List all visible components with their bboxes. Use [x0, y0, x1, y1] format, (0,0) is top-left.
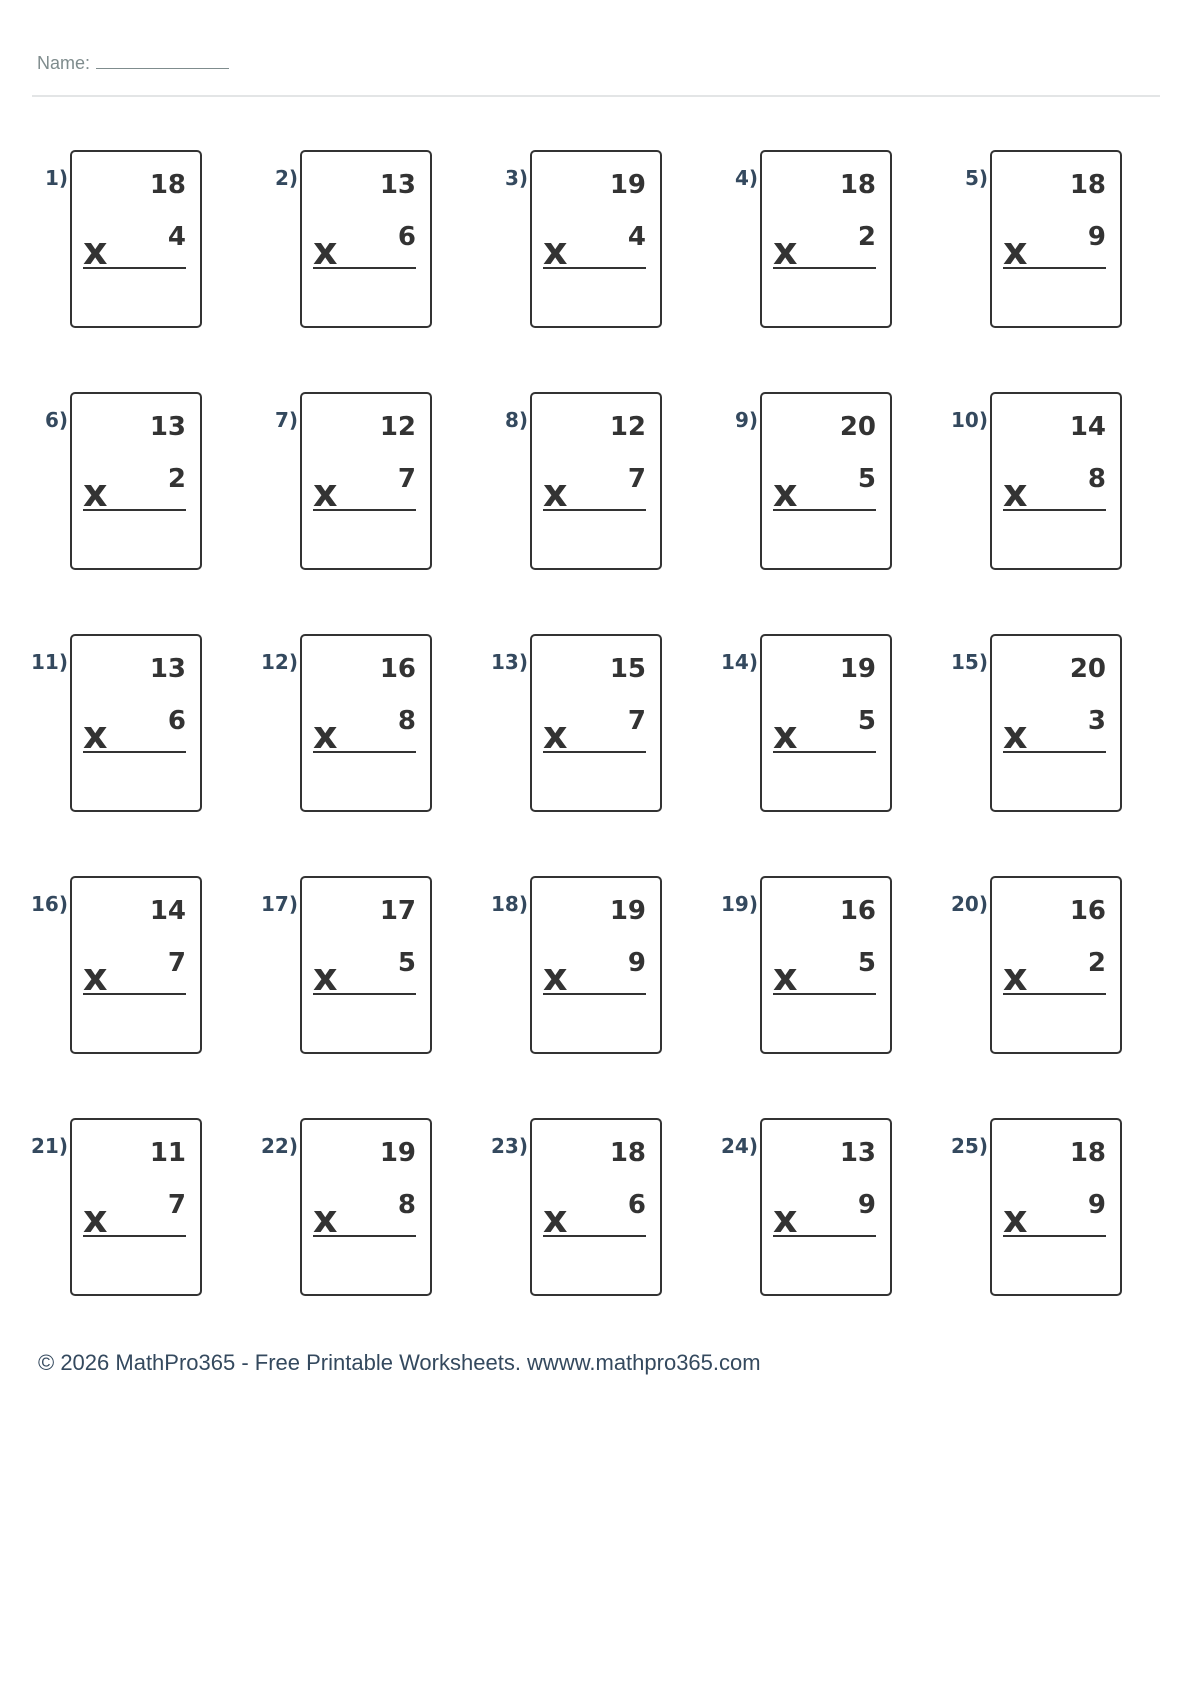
- problem-item: [230, 634, 430, 834]
- problem-item: [460, 1118, 660, 1318]
- answer-line: [1003, 509, 1106, 511]
- problem-number: 6): [44, 408, 68, 432]
- problem-number: 20): [951, 892, 988, 916]
- multiply-sign: x: [773, 229, 798, 273]
- multiply-sign: x: [313, 955, 338, 999]
- multiplicand: 19: [379, 1138, 416, 1168]
- multiplier: 4: [627, 222, 646, 252]
- problem-number: 17): [261, 892, 298, 916]
- answer-line: [773, 267, 876, 269]
- problem-item: [0, 392, 200, 592]
- multiplier: 5: [857, 948, 876, 978]
- answer-line: [773, 1235, 876, 1237]
- multiply-sign: x: [313, 471, 338, 515]
- problem-item: [920, 876, 1120, 1076]
- problem-card[interactable]: [530, 150, 662, 328]
- multiply-sign: x: [1003, 955, 1028, 999]
- answer-line: [83, 751, 186, 753]
- multiplier: 6: [627, 1190, 646, 1220]
- multiplier: 7: [397, 464, 416, 494]
- multiply-sign: x: [83, 1197, 108, 1241]
- problem-item: [920, 634, 1120, 834]
- problem-card[interactable]: [760, 150, 892, 328]
- multiplicand: 17: [379, 896, 416, 926]
- multiply-sign: x: [773, 471, 798, 515]
- multiply-sign: x: [773, 1197, 798, 1241]
- problem-item: [920, 392, 1120, 592]
- problem-number: 15): [951, 650, 988, 674]
- multiply-sign: x: [1003, 471, 1028, 515]
- problem-number: 5): [964, 166, 988, 190]
- answer-line: [1003, 267, 1106, 269]
- answer-line: [773, 993, 876, 995]
- problem-item: [230, 392, 430, 592]
- multiplier: 8: [397, 1190, 416, 1220]
- multiply-sign: x: [313, 1197, 338, 1241]
- problem-item: [690, 876, 890, 1076]
- multiplicand: 14: [1069, 412, 1106, 442]
- multiplier: 6: [397, 222, 416, 252]
- multiply-sign: x: [543, 955, 568, 999]
- problem-card[interactable]: [70, 876, 202, 1054]
- answer-line: [83, 509, 186, 511]
- problem-number: 14): [721, 650, 758, 674]
- problem-item: [690, 634, 890, 834]
- problem-card[interactable]: [760, 1118, 892, 1296]
- multiplicand: 13: [149, 654, 186, 684]
- problem-number: 9): [734, 408, 758, 432]
- multiplier: 9: [627, 948, 646, 978]
- multiplier: 5: [857, 464, 876, 494]
- multiplier: 2: [167, 464, 186, 494]
- problem-card[interactable]: [990, 1118, 1122, 1296]
- problem-card[interactable]: [70, 1118, 202, 1296]
- multiplicand: 18: [609, 1138, 646, 1168]
- multiplier: 4: [167, 222, 186, 252]
- problem-number: 2): [274, 166, 298, 190]
- multiplicand: 16: [1069, 896, 1106, 926]
- answer-line: [543, 751, 646, 753]
- multiplicand: 14: [149, 896, 186, 926]
- answer-line: [1003, 751, 1106, 753]
- problem-item: [460, 634, 660, 834]
- multiplier: 3: [1087, 706, 1106, 736]
- multiplier: 5: [857, 706, 876, 736]
- multiplier: 7: [167, 948, 186, 978]
- name-field[interactable]: [37, 52, 229, 74]
- multiplier: 2: [1087, 948, 1106, 978]
- multiply-sign: x: [543, 1197, 568, 1241]
- multiply-sign: x: [83, 713, 108, 757]
- problem-card[interactable]: [530, 392, 662, 570]
- problem-item: [920, 1118, 1120, 1318]
- problem-number: 16): [31, 892, 68, 916]
- multiplier: 9: [1087, 222, 1106, 252]
- multiplier: 2: [857, 222, 876, 252]
- answer-line: [1003, 993, 1106, 995]
- problem-number: 12): [261, 650, 298, 674]
- multiply-sign: x: [83, 229, 108, 273]
- multiply-sign: x: [83, 471, 108, 515]
- problem-card[interactable]: [300, 1118, 432, 1296]
- problem-number: 25): [951, 1134, 988, 1158]
- problem-number: 22): [261, 1134, 298, 1158]
- problem-card[interactable]: [300, 876, 432, 1054]
- answer-line: [543, 993, 646, 995]
- answer-line: [773, 751, 876, 753]
- name-label: Name:: [37, 53, 91, 73]
- multiplicand: 19: [609, 896, 646, 926]
- multiplicand: 19: [609, 170, 646, 200]
- problem-number: 19): [721, 892, 758, 916]
- multiplicand: 20: [839, 412, 876, 442]
- problem-number: 13): [491, 650, 528, 674]
- answer-line: [83, 267, 186, 269]
- answer-line: [773, 509, 876, 511]
- problem-number: 23): [491, 1134, 528, 1158]
- problem-item: [230, 1118, 430, 1318]
- multiply-sign: x: [1003, 229, 1028, 273]
- multiplier: 8: [1087, 464, 1106, 494]
- multiply-sign: x: [543, 713, 568, 757]
- multiply-sign: x: [1003, 1197, 1028, 1241]
- problem-card[interactable]: [530, 876, 662, 1054]
- problem-item: [460, 392, 660, 592]
- multiply-sign: x: [313, 713, 338, 757]
- multiplicand: 19: [839, 654, 876, 684]
- problem-number: 3): [504, 166, 528, 190]
- problem-item: [690, 150, 890, 350]
- problem-item: [0, 634, 200, 834]
- problem-item: [230, 876, 430, 1076]
- multiplicand: 13: [149, 412, 186, 442]
- multiply-sign: x: [1003, 713, 1028, 757]
- header-divider: [32, 95, 1160, 97]
- problem-card[interactable]: [760, 876, 892, 1054]
- problem-number: 11): [31, 650, 68, 674]
- answer-line: [313, 1235, 416, 1237]
- answer-line: [543, 509, 646, 511]
- problem-card[interactable]: [530, 1118, 662, 1296]
- multiplicand: 15: [609, 654, 646, 684]
- name-blank-line[interactable]: [96, 52, 229, 69]
- multiplier: 7: [627, 706, 646, 736]
- answer-line: [313, 509, 416, 511]
- multiply-sign: x: [773, 713, 798, 757]
- problem-card[interactable]: [530, 634, 662, 812]
- problem-number: 24): [721, 1134, 758, 1158]
- multiplicand: 18: [149, 170, 186, 200]
- answer-line: [313, 751, 416, 753]
- problem-number: 8): [504, 408, 528, 432]
- answer-line: [543, 267, 646, 269]
- problem-card[interactable]: [760, 392, 892, 570]
- multiplicand: 18: [1069, 170, 1106, 200]
- problem-card[interactable]: [300, 634, 432, 812]
- problem-card[interactable]: [990, 150, 1122, 328]
- multiplicand: 11: [149, 1138, 186, 1168]
- answer-line: [313, 267, 416, 269]
- problem-item: [920, 150, 1120, 350]
- multiplicand: 16: [839, 896, 876, 926]
- multiplicand: 12: [379, 412, 416, 442]
- problem-card[interactable]: [760, 634, 892, 812]
- answer-line: [313, 993, 416, 995]
- problem-card[interactable]: [300, 392, 432, 570]
- answer-line: [543, 1235, 646, 1237]
- problem-item: [0, 876, 200, 1076]
- problem-number: 7): [274, 408, 298, 432]
- problem-item: [460, 876, 660, 1076]
- multiplier: 9: [1087, 1190, 1106, 1220]
- problem-item: [460, 150, 660, 350]
- multiplicand: 13: [379, 170, 416, 200]
- problem-card[interactable]: [990, 634, 1122, 812]
- multiplier: 7: [167, 1190, 186, 1220]
- multiply-sign: x: [83, 955, 108, 999]
- problem-number: 4): [734, 166, 758, 190]
- answer-line: [1003, 1235, 1106, 1237]
- problem-number: 1): [44, 166, 68, 190]
- problem-number: 21): [31, 1134, 68, 1158]
- problem-card[interactable]: [300, 150, 432, 328]
- problem-item: [230, 150, 430, 350]
- problem-card[interactable]: [70, 150, 202, 328]
- multiplicand: 12: [609, 412, 646, 442]
- answer-line: [83, 1235, 186, 1237]
- problem-item: [0, 150, 200, 350]
- problem-item: [0, 1118, 200, 1318]
- problem-item: [690, 1118, 890, 1318]
- footer-copyright: © 2026 MathPro365 - Free Printable Worksheets. wwww.mathpro365.com: [38, 1350, 761, 1375]
- multiplicand: 18: [839, 170, 876, 200]
- multiplier: 8: [397, 706, 416, 736]
- multiplicand: 16: [379, 654, 416, 684]
- problem-number: 18): [491, 892, 528, 916]
- multiplier: 9: [857, 1190, 876, 1220]
- problem-item: [690, 392, 890, 592]
- multiplicand: 20: [1069, 654, 1106, 684]
- problem-number: 10): [951, 408, 988, 432]
- problem-card[interactable]: [70, 634, 202, 812]
- multiply-sign: x: [773, 955, 798, 999]
- multiply-sign: x: [543, 229, 568, 273]
- problem-card[interactable]: [990, 876, 1122, 1054]
- multiply-sign: x: [313, 229, 338, 273]
- problem-card[interactable]: [70, 392, 202, 570]
- multiply-sign: x: [543, 471, 568, 515]
- problem-card[interactable]: [990, 392, 1122, 570]
- multiplier: 5: [397, 948, 416, 978]
- multiplier: 6: [167, 706, 186, 736]
- multiplier: 7: [627, 464, 646, 494]
- multiplicand: 13: [839, 1138, 876, 1168]
- answer-line: [83, 993, 186, 995]
- multiplicand: 18: [1069, 1138, 1106, 1168]
